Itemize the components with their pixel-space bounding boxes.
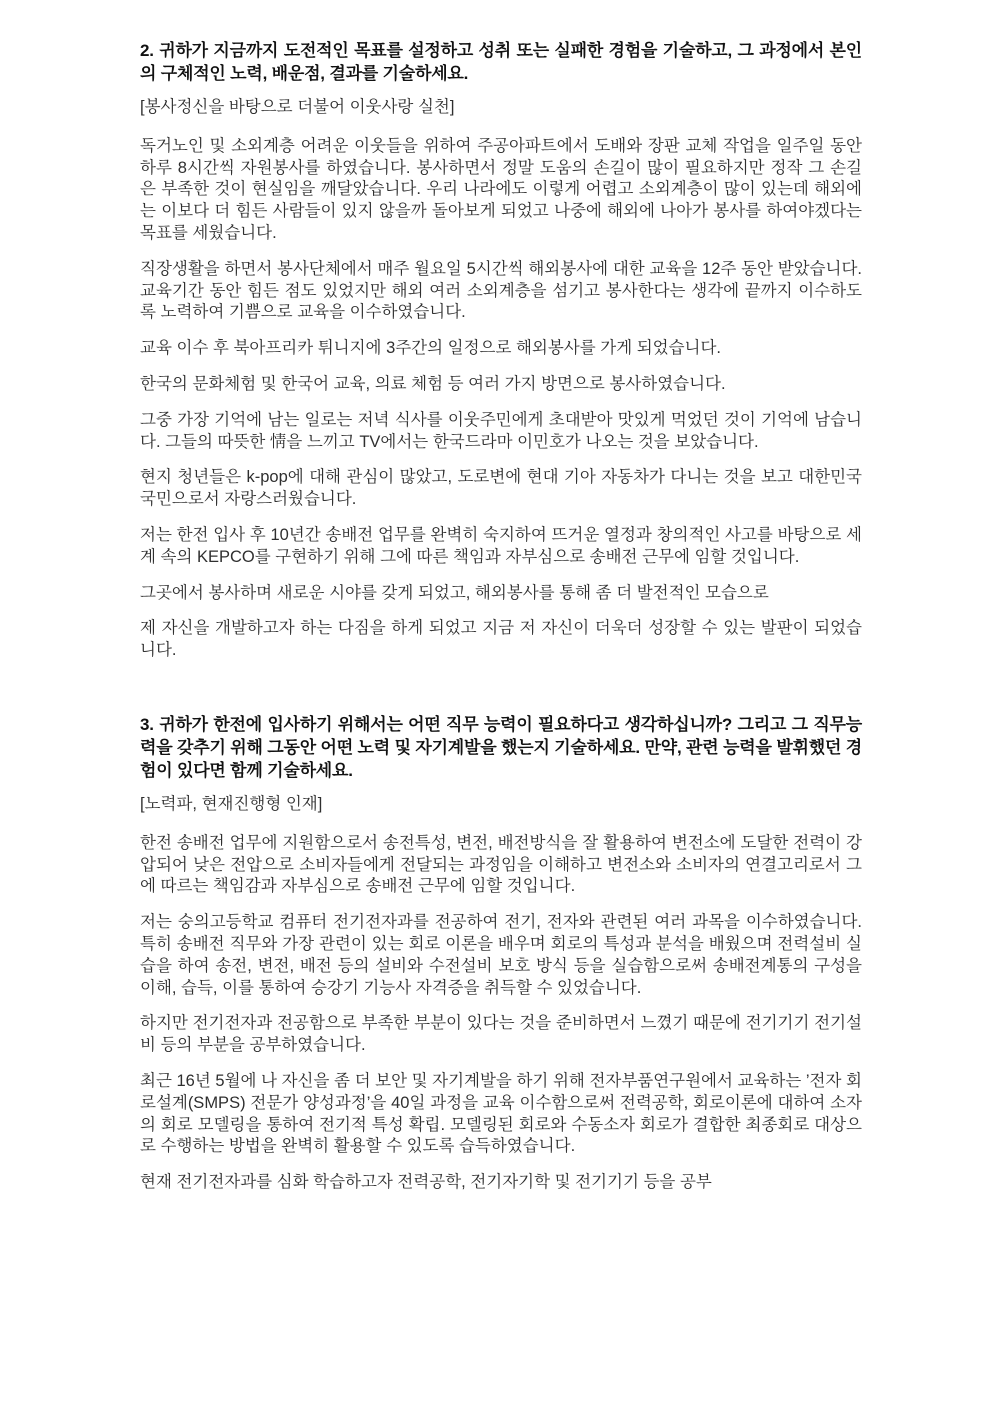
essay-paragraph: 교육 이수 후 북아프리카 튀니지에 3주간의 일정으로 해외봉사를 가게 되었습니다. xyxy=(140,339,722,358)
essay-paragraph: 최근 16년 5월에 나 자신을 좀 더 보안 및 자기계발을 하기 위해 전자부품연구원에서 교육하는 ’전자 회로설계(SMPS) 전문가 양성과정’을 40일 과정을 교육 이수함으로써 전력공학, 회로이론에 대하여 소자의 회로 모델링을 통하여 전기적 특성 확립. 모델링된 회로와 수동소자 회로가 결합한 최종회로 대상으로 수행하는 방법을 완벽히 활용할 수 있도록 습득하였습니다. xyxy=(140,1071,862,1156)
essay-paragraph: 그곳에서 봉사하며 새로운 시야를 갖게 되었고, 해외봉사를 통해 좀 더 발전적인 모습으로 xyxy=(140,583,769,602)
essay-paragraph: 제 자신을 개발하고자 하는 다짐을 하게 되었고 지금 저 자신이 더욱더 성장할 수 있는 발판이 되었습니다. xyxy=(140,619,862,660)
essay-paragraph: 저는 한전 입사 후 10년간 송배전 업무를 완벽히 숙지하여 뜨거운 열정과 창의적인 사고를 바탕으로 세계 속의 KEPCO를 구현하기 위해 그에 따른 책임과 자부심으로 송배전 근무에 임할 것입니다. xyxy=(140,525,862,566)
essay-paragraph: 한국의 문화체험 및 한국어 교육, 의료 체험 등 여러 가지 방면으로 봉사하였습니다. xyxy=(140,374,726,393)
essay-paragraph: 저는 숭의고등학교 컴퓨터 전기전자과를 전공하여 전기, 전자와 관련된 여러 과목을 이수하였습니다. 특히 송배전 직무와 가장 관련이 있는 회로 이론을 배우며 회로의 특성과 분석을 배웠으며 전력설비 실습을 하여 송전, 변전, 배전 등의 설비와 수전설비 보호 방식 등을 실습함으로써 송배전계통의 구성을 이해, 습득, 이를 통하여 승강기 기능사 자격증을 취득할 수 있었습니다. xyxy=(140,913,862,997)
question-3-heading: 3. 귀하가 한전에 입사하기 위해서는 어떤 직무 능력이 필요하다고 생각하십니까? 그리고 그 직무능력을 갖추기 위해 그동안 어떤 노력 및 자기계발을 했는지 기술하세요. 만약, 관련 능력을 발휘했던 경험이 있다면 함께 기술하세요. xyxy=(140,714,862,780)
question-2-heading: 2. 귀하가 지금까지 도전적인 목표를 설정하고 성취 또는 실패한 경험을 기술하고, 그 과정에서 본인의 구체적인 노력, 배운점, 결과를 기술하세요. xyxy=(140,41,862,83)
essay-paragraph: 하지만 전기전자과 전공함으로 부족한 부분이 있다는 것을 준비하면서 느꼈기 때문에 전기기기 전기설비 등의 부분을 공부하였습니다. xyxy=(140,1014,862,1055)
essay-paragraph: 직장생활을 하면서 봉사단체에서 매주 월요일 5시간씩 해외봉사에 대한 교육을 12주 동안 받았습니다. 교육기간 동안 힘든 점도 있었지만 해외 여러 소외계층을 섬기고 봉사한다는 생각에 끝까지 이수하도록 노력하여 기쁨으로 교육을 이수하였습니다. xyxy=(140,259,862,322)
essay-paragraph: 현지 청년들은 k-pop에 대해 관심이 많았고, 도로변에 현대 기아 자동차가 다니는 것을 보고 대한민국 국민으로서 자랑스러웠습니다. xyxy=(140,468,862,509)
essay-section-question-3 xyxy=(140,713,862,1194)
essay-paragraph: 현재 전기전자과를 심화 학습하고자 전력공학, 전기자기학 및 전기기기 등을 공부 xyxy=(140,1173,712,1192)
question-3-subtitle: [노력파, 현재진행형 인재] xyxy=(140,794,323,813)
essay-paragraph: 그중 가장 기억에 남는 일로는 저녁 식사를 이웃주민에게 초대받아 맛있게 먹었던 것이 기억에 남습니다. 그들의 따뜻한 情을 느끼고 TV에서는 한국드라마 이민호가 나오는 것을 보았습니다. xyxy=(140,410,863,451)
essay-paragraph: 한전 송배전 업무에 지원함으로서 송전특성, 변전, 배전방식을 잘 활용하여 변전소에 도달한 전력이 강압되어 낮은 전압으로 소비자들에게 전달되는 과정임을 이해하고 변전소와 소비자의 연결고리로서 그에 따르는 책임감과 자부심으로 송배전 근무에 임할 것입니다. xyxy=(140,833,862,896)
question-2-subtitle: [봉사정신을 바탕으로 더불어 이웃사랑 실천] xyxy=(140,98,455,116)
essay-section-question-2 xyxy=(140,39,862,662)
essay-paragraph: 독거노인 및 소외계층 어려운 이웃들을 위하여 주공아파트에서 도배와 장판 교체 작업을 일주일 동안 하루 8시간씩 자원봉사를 하였습니다. 봉사하면서 정말 도움의 손길이 많이 필요하지만 정작 그 손길은 부족한 것이 현실임을 깨달았습니다. 우리 나라에도 이렇게 어렵고 소외계층이 많이 있는데 해외에는 이보다 더 힘든 사람들이 있지 않을까 돌아보게 되었고 나중에 해외에 나아가 봉사를 하여야겠다는 목표를 세웠습니다. xyxy=(140,136,862,242)
